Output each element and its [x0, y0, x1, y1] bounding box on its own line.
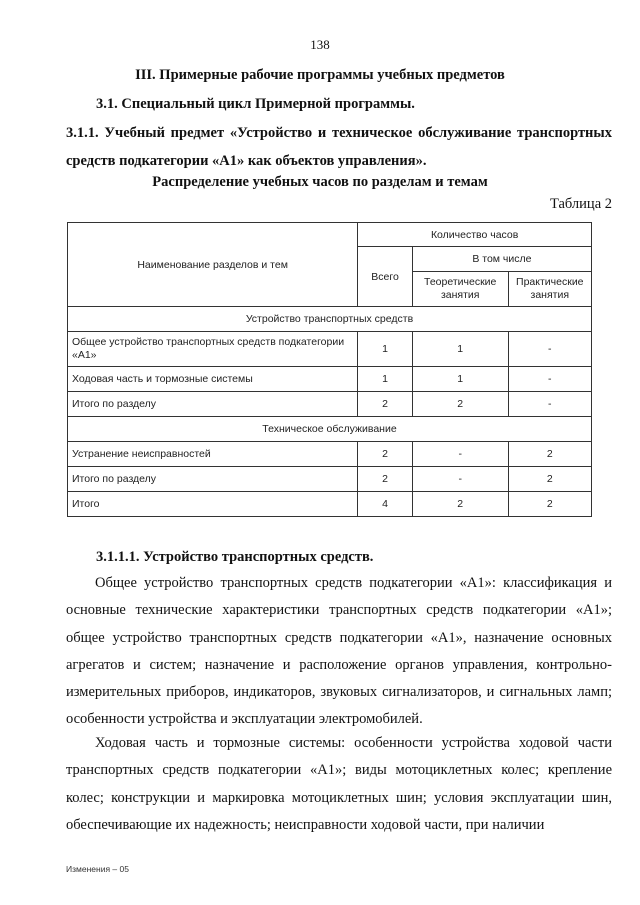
body-paragraph: Ходовая часть и тормозные системы: особенности устройства ходовой части транспортных средств подкатегории «А1»; виды мотоциклетных колес; крепление колес; конструкции и маркировка мотоциклетных шин; условия эксплуатации шин, обеспечивающие их надежность; неисправности ходовой части, при наличии [66, 735, 612, 833]
table-row [68, 367, 592, 392]
row-name: Итого по разделу [68, 467, 358, 492]
section-title-cell: Устройство транспортных средств [68, 307, 592, 332]
table-row [68, 332, 592, 367]
column-header-practice: Практические занятия [508, 272, 591, 307]
row-theory: 2 [412, 392, 508, 417]
section-row [68, 307, 592, 332]
row-name: Устранение неисправностей [68, 442, 358, 467]
row-practice: - [508, 367, 591, 392]
hours-distribution-table [67, 222, 592, 517]
row-total: 2 [358, 392, 413, 417]
column-header-total: Всего [358, 247, 413, 307]
row-name: Общее устройство транспортных средств подкатегории «А1» [68, 332, 358, 367]
table-row [68, 392, 592, 417]
row-name: Ходовая часть и тормозные системы [68, 367, 358, 392]
page-number: 138 [310, 37, 330, 52]
body-paragraph: Общее устройство транспортных средств подкатегории «А1»: классификация и основные технические характеристики транспортных средств подкатегории «А1»; общее устройство транспортных средств подкатегории «А1», назначение основных агрегатов и систем; назначение и расположение органов управления, контрольно-измерительных приборов, индикаторов, звуковых сигнализаторов, и сигнальных ламп; особенности устройства и эксплуатации электромобилей. [66, 575, 612, 728]
row-theory: 1 [412, 332, 508, 367]
row-total: 2 [358, 442, 413, 467]
subsection-title: 3.1. Специальный цикл Примерной программы. [96, 96, 415, 112]
table-label: Таблица 2 [549, 196, 612, 212]
row-practice: - [508, 332, 591, 367]
row-total: 4 [358, 492, 413, 517]
row-total: 1 [358, 367, 413, 392]
table-row [68, 492, 592, 517]
row-practice: - [508, 392, 591, 417]
row-theory: 2 [412, 492, 508, 517]
table-row [68, 442, 592, 467]
section-title: III. Примерные рабочие программы учебных предметов [135, 67, 505, 83]
row-practice: 2 [508, 492, 591, 517]
column-header-theory: Теоретические занятия [412, 272, 508, 307]
row-theory: - [412, 442, 508, 467]
table-row [68, 467, 592, 492]
topic-heading: 3.1.1.1. Устройство транспортных средств. [96, 549, 374, 565]
row-practice: 2 [508, 467, 591, 492]
column-header-including: В том числе [412, 247, 591, 272]
row-total: 2 [358, 467, 413, 492]
subject-heading: 3.1.1. Учебный предмет «Устройство и техническое обслуживание транспортных средств подкатегории «А1» как объектов управления». [66, 125, 612, 169]
row-theory: 1 [412, 367, 508, 392]
column-header-hours: Количество часов [358, 223, 592, 247]
section-row [68, 417, 592, 442]
row-name: Итого [68, 492, 358, 517]
row-name: Итого по разделу [68, 392, 358, 417]
column-header-name: Наименование разделов и тем [68, 223, 358, 307]
row-total: 1 [358, 332, 413, 367]
row-theory: - [412, 467, 508, 492]
section-title-cell: Техническое обслуживание [68, 417, 592, 442]
row-practice: 2 [508, 442, 591, 467]
footer-note: Изменения – 05 [66, 864, 129, 874]
distribution-title: Распределение учебных часов по разделам и темам [152, 174, 488, 190]
